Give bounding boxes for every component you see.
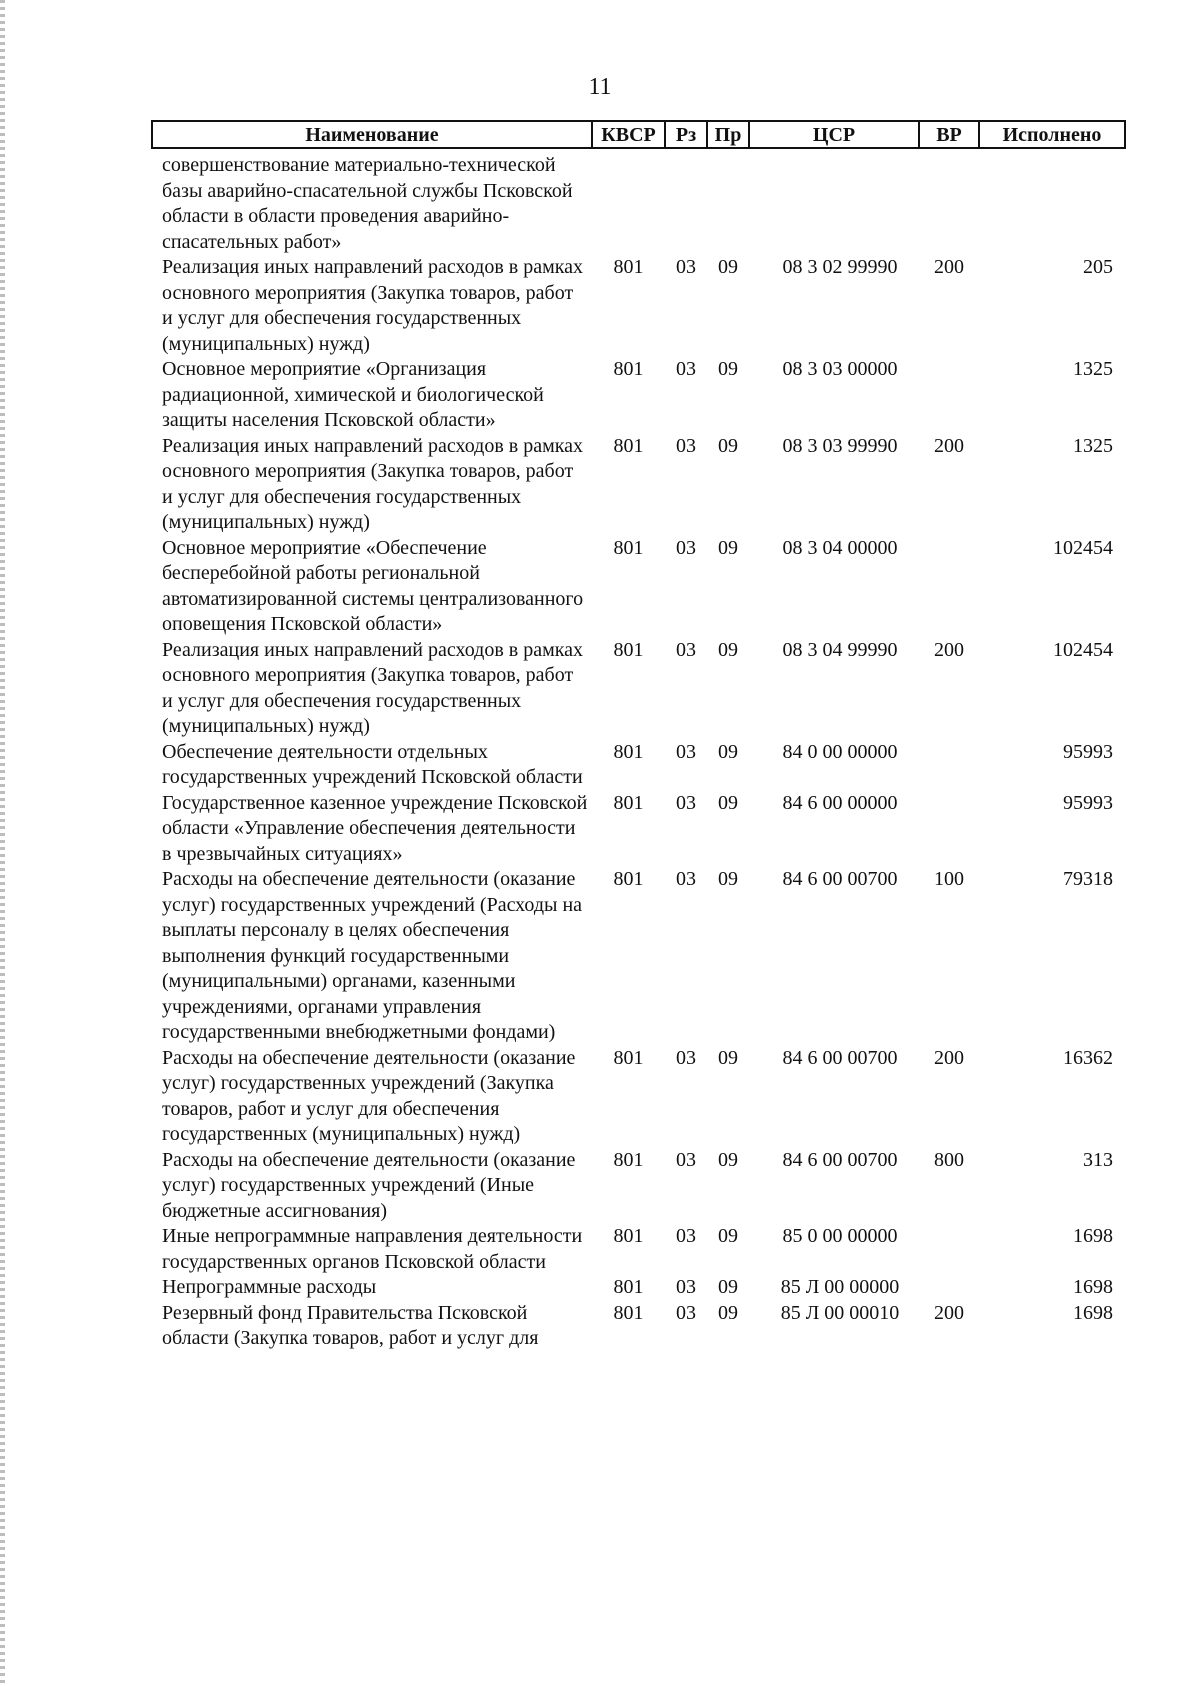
cell-pr: 09 bbox=[718, 1301, 738, 1324]
cell-name: Государственное казенное учреждение Псковской области «Управление обеспечения деятельности в чрезвычайных ситуациях» bbox=[162, 791, 588, 865]
cell-executed: 313 bbox=[1083, 1148, 1113, 1171]
cell-name: Реализация иных направлений расходов в рамках основного мероприятия (Закупка товаров, работ и услуг для обеспечения государственных (муниципальных) нужд) bbox=[162, 256, 584, 355]
cell-name: Расходы на обеспечение деятельности (оказание услуг) государственных учреждений (Расходы на выплаты персоналу в целях обеспечения выполнения функций государственными (муниципальными) органами, казенными учреждениями, органами управления государственными внебюджетными фондами) bbox=[162, 868, 583, 1043]
cell-kvsr: 801 bbox=[613, 868, 644, 890]
cell-kvsr bbox=[592, 153, 665, 255]
cell-pr: 09 bbox=[718, 358, 738, 380]
cell-vr bbox=[919, 357, 979, 434]
cell-pr: 09 bbox=[718, 1225, 738, 1247]
cell-csr bbox=[749, 153, 919, 255]
cell-csr: 08 3 04 99990 bbox=[782, 638, 898, 661]
cell-vr: 200 bbox=[934, 256, 964, 278]
cell-name: Реализация иных направлений расходов в рамках основного мероприятия (Закупка товаров, работ и услуг для обеспечения государственных (муниципальных) нужд) bbox=[162, 638, 584, 737]
cell-pr: 09 bbox=[718, 536, 738, 559]
header-row bbox=[152, 121, 1125, 148]
table-row bbox=[152, 791, 1125, 868]
cell-executed: 1325 bbox=[1073, 434, 1113, 457]
table-row bbox=[152, 153, 1125, 255]
cell-vr: 200 bbox=[934, 1046, 964, 1069]
cell-rz: 03 bbox=[676, 1276, 696, 1298]
cell-kvsr: 801 bbox=[613, 434, 644, 457]
cell-executed: 1698 bbox=[1073, 1276, 1113, 1298]
cell-kvsr: 801 bbox=[613, 256, 644, 278]
cell-vr: 200 bbox=[934, 1301, 964, 1324]
cell-pr: 09 bbox=[718, 1276, 738, 1298]
cell-rz: 03 bbox=[676, 358, 696, 380]
cell-pr bbox=[707, 153, 749, 255]
cell-pr: 09 bbox=[718, 1046, 738, 1069]
cell-rz: 03 bbox=[676, 740, 696, 763]
cell-rz: 03 bbox=[676, 638, 696, 661]
cell-kvsr: 801 bbox=[613, 1148, 644, 1171]
table-row bbox=[152, 255, 1125, 357]
cell-kvsr: 801 bbox=[613, 536, 644, 559]
cell-kvsr: 801 bbox=[613, 1301, 644, 1324]
header-vr: ВР bbox=[919, 121, 979, 148]
cell-csr: 84 6 00 00700 bbox=[782, 1148, 898, 1171]
cell-csr: 08 3 03 99990 bbox=[782, 434, 898, 457]
table-row bbox=[152, 536, 1125, 638]
cell-rz: 03 bbox=[676, 1225, 696, 1247]
cell-kvsr: 801 bbox=[613, 1225, 644, 1247]
cell-csr: 85 0 00 00000 bbox=[782, 1225, 898, 1247]
header-rz: Рз bbox=[665, 121, 707, 148]
cell-kvsr: 801 bbox=[613, 740, 644, 763]
cell-executed bbox=[979, 153, 1125, 255]
cell-kvsr: 801 bbox=[613, 638, 644, 661]
cell-executed: 95993 bbox=[1063, 740, 1113, 763]
cell-pr: 09 bbox=[718, 638, 738, 661]
cell-vr bbox=[919, 1275, 979, 1301]
cell-vr bbox=[919, 153, 979, 255]
cell-pr: 09 bbox=[718, 868, 738, 890]
cell-kvsr: 801 bbox=[613, 358, 644, 380]
cell-executed: 1698 bbox=[1073, 1225, 1113, 1247]
table-row bbox=[152, 1301, 1125, 1352]
cell-kvsr: 801 bbox=[613, 791, 644, 814]
cell-vr: 800 bbox=[934, 1148, 964, 1171]
cell-name: Непрограммные расходы bbox=[162, 1276, 377, 1298]
cell-csr: 08 3 04 00000 bbox=[782, 536, 898, 559]
cell-executed: 16362 bbox=[1063, 1046, 1113, 1069]
header-pr: Пр bbox=[707, 121, 749, 148]
cell-rz: 03 bbox=[676, 868, 696, 890]
table-row bbox=[152, 867, 1125, 1046]
table-row bbox=[152, 1148, 1125, 1225]
cell-name: Обеспечение деятельности отдельных государственных учреждений Псковской области bbox=[162, 740, 583, 788]
cell-rz: 03 bbox=[676, 434, 696, 457]
cell-name: Основное мероприятие «Организация радиационной, химической и биологической защиты населения Псковской области» bbox=[162, 358, 544, 431]
cell-pr: 09 bbox=[718, 791, 738, 814]
cell-executed: 102454 bbox=[1053, 638, 1113, 661]
cell-vr bbox=[919, 536, 979, 638]
cell-name: Основное мероприятие «Обеспечение бесперебойной работы региональной автоматизированной системы централизованного оповещения Псковской области» bbox=[162, 536, 584, 635]
cell-vr: 200 bbox=[934, 638, 964, 661]
cell-executed: 205 bbox=[1083, 256, 1113, 278]
cell-name: совершенствование материально-технической базы аварийно-спасательной службы Псковской области в области проведения аварийно-спасательных работ» bbox=[162, 154, 573, 253]
cell-vr bbox=[919, 791, 979, 868]
cell-vr bbox=[919, 1224, 979, 1275]
cell-csr: 85 Л 00 00010 bbox=[780, 1301, 900, 1324]
header-csr: ЦСР bbox=[749, 121, 919, 148]
cell-rz bbox=[665, 153, 707, 255]
cell-vr: 200 bbox=[934, 434, 964, 457]
table-row bbox=[152, 357, 1125, 434]
cell-pr: 09 bbox=[718, 434, 738, 457]
cell-csr: 84 6 00 00700 bbox=[782, 1046, 898, 1069]
cell-pr: 09 bbox=[718, 1148, 738, 1171]
cell-csr: 84 6 00 00000 bbox=[782, 791, 898, 814]
cell-name: Реализация иных направлений расходов в рамках основного мероприятия (Закупка товаров, работ и услуг для обеспечения государственных (муниципальных) нужд) bbox=[162, 434, 584, 533]
cell-executed: 1698 bbox=[1073, 1301, 1113, 1324]
table-row bbox=[152, 1275, 1125, 1301]
cell-csr: 84 6 00 00700 bbox=[782, 868, 898, 890]
cell-executed: 95993 bbox=[1063, 791, 1113, 814]
cell-vr: 100 bbox=[934, 868, 964, 890]
table-row bbox=[152, 1224, 1125, 1275]
cell-name: Расходы на обеспечение деятельности (оказание услуг) государственных учреждений (Иные бюджетные ассигнования) bbox=[162, 1148, 576, 1222]
cell-name: Резервный фонд Правительства Псковской области (Закупка товаров, работ и услуг для bbox=[162, 1301, 539, 1349]
cell-csr: 08 3 02 99990 bbox=[782, 256, 898, 278]
cell-rz: 03 bbox=[676, 536, 696, 559]
cell-name: Иные непрограммные направления деятельности государственных органов Псковской области bbox=[162, 1225, 583, 1273]
table-row bbox=[152, 740, 1125, 791]
budget-table bbox=[151, 120, 1126, 1352]
table-row bbox=[152, 434, 1125, 536]
table-row bbox=[152, 1046, 1125, 1148]
cell-pr: 09 bbox=[718, 256, 738, 278]
cell-executed: 1325 bbox=[1073, 358, 1113, 380]
cell-csr: 84 0 00 00000 bbox=[782, 740, 898, 763]
header-name: Наименование bbox=[152, 121, 592, 148]
cell-kvsr: 801 bbox=[613, 1046, 644, 1069]
cell-vr bbox=[919, 740, 979, 791]
cell-executed: 79318 bbox=[1063, 868, 1113, 890]
cell-kvsr: 801 bbox=[613, 1276, 644, 1298]
cell-pr: 09 bbox=[718, 740, 738, 763]
scan-edge bbox=[0, 0, 5, 1686]
cell-csr: 08 3 03 00000 bbox=[782, 358, 898, 380]
cell-rz: 03 bbox=[676, 1046, 696, 1069]
cell-rz: 03 bbox=[676, 791, 696, 814]
table-row bbox=[152, 638, 1125, 740]
page-number: 11 bbox=[588, 74, 612, 100]
header-executed: Исполнено bbox=[979, 121, 1125, 148]
cell-executed: 102454 bbox=[1053, 536, 1113, 559]
cell-name: Расходы на обеспечение деятельности (оказание услуг) государственных учреждений (Закупка товаров, работ и услуг для обеспечения государственных (муниципальных) нужд) bbox=[162, 1046, 576, 1145]
cell-rz: 03 bbox=[676, 256, 696, 278]
cell-rz: 03 bbox=[676, 1301, 696, 1324]
cell-rz: 03 bbox=[676, 1148, 696, 1171]
header-kvsr: КВСР bbox=[592, 121, 665, 148]
cell-csr: 85 Л 00 00000 bbox=[780, 1276, 900, 1298]
